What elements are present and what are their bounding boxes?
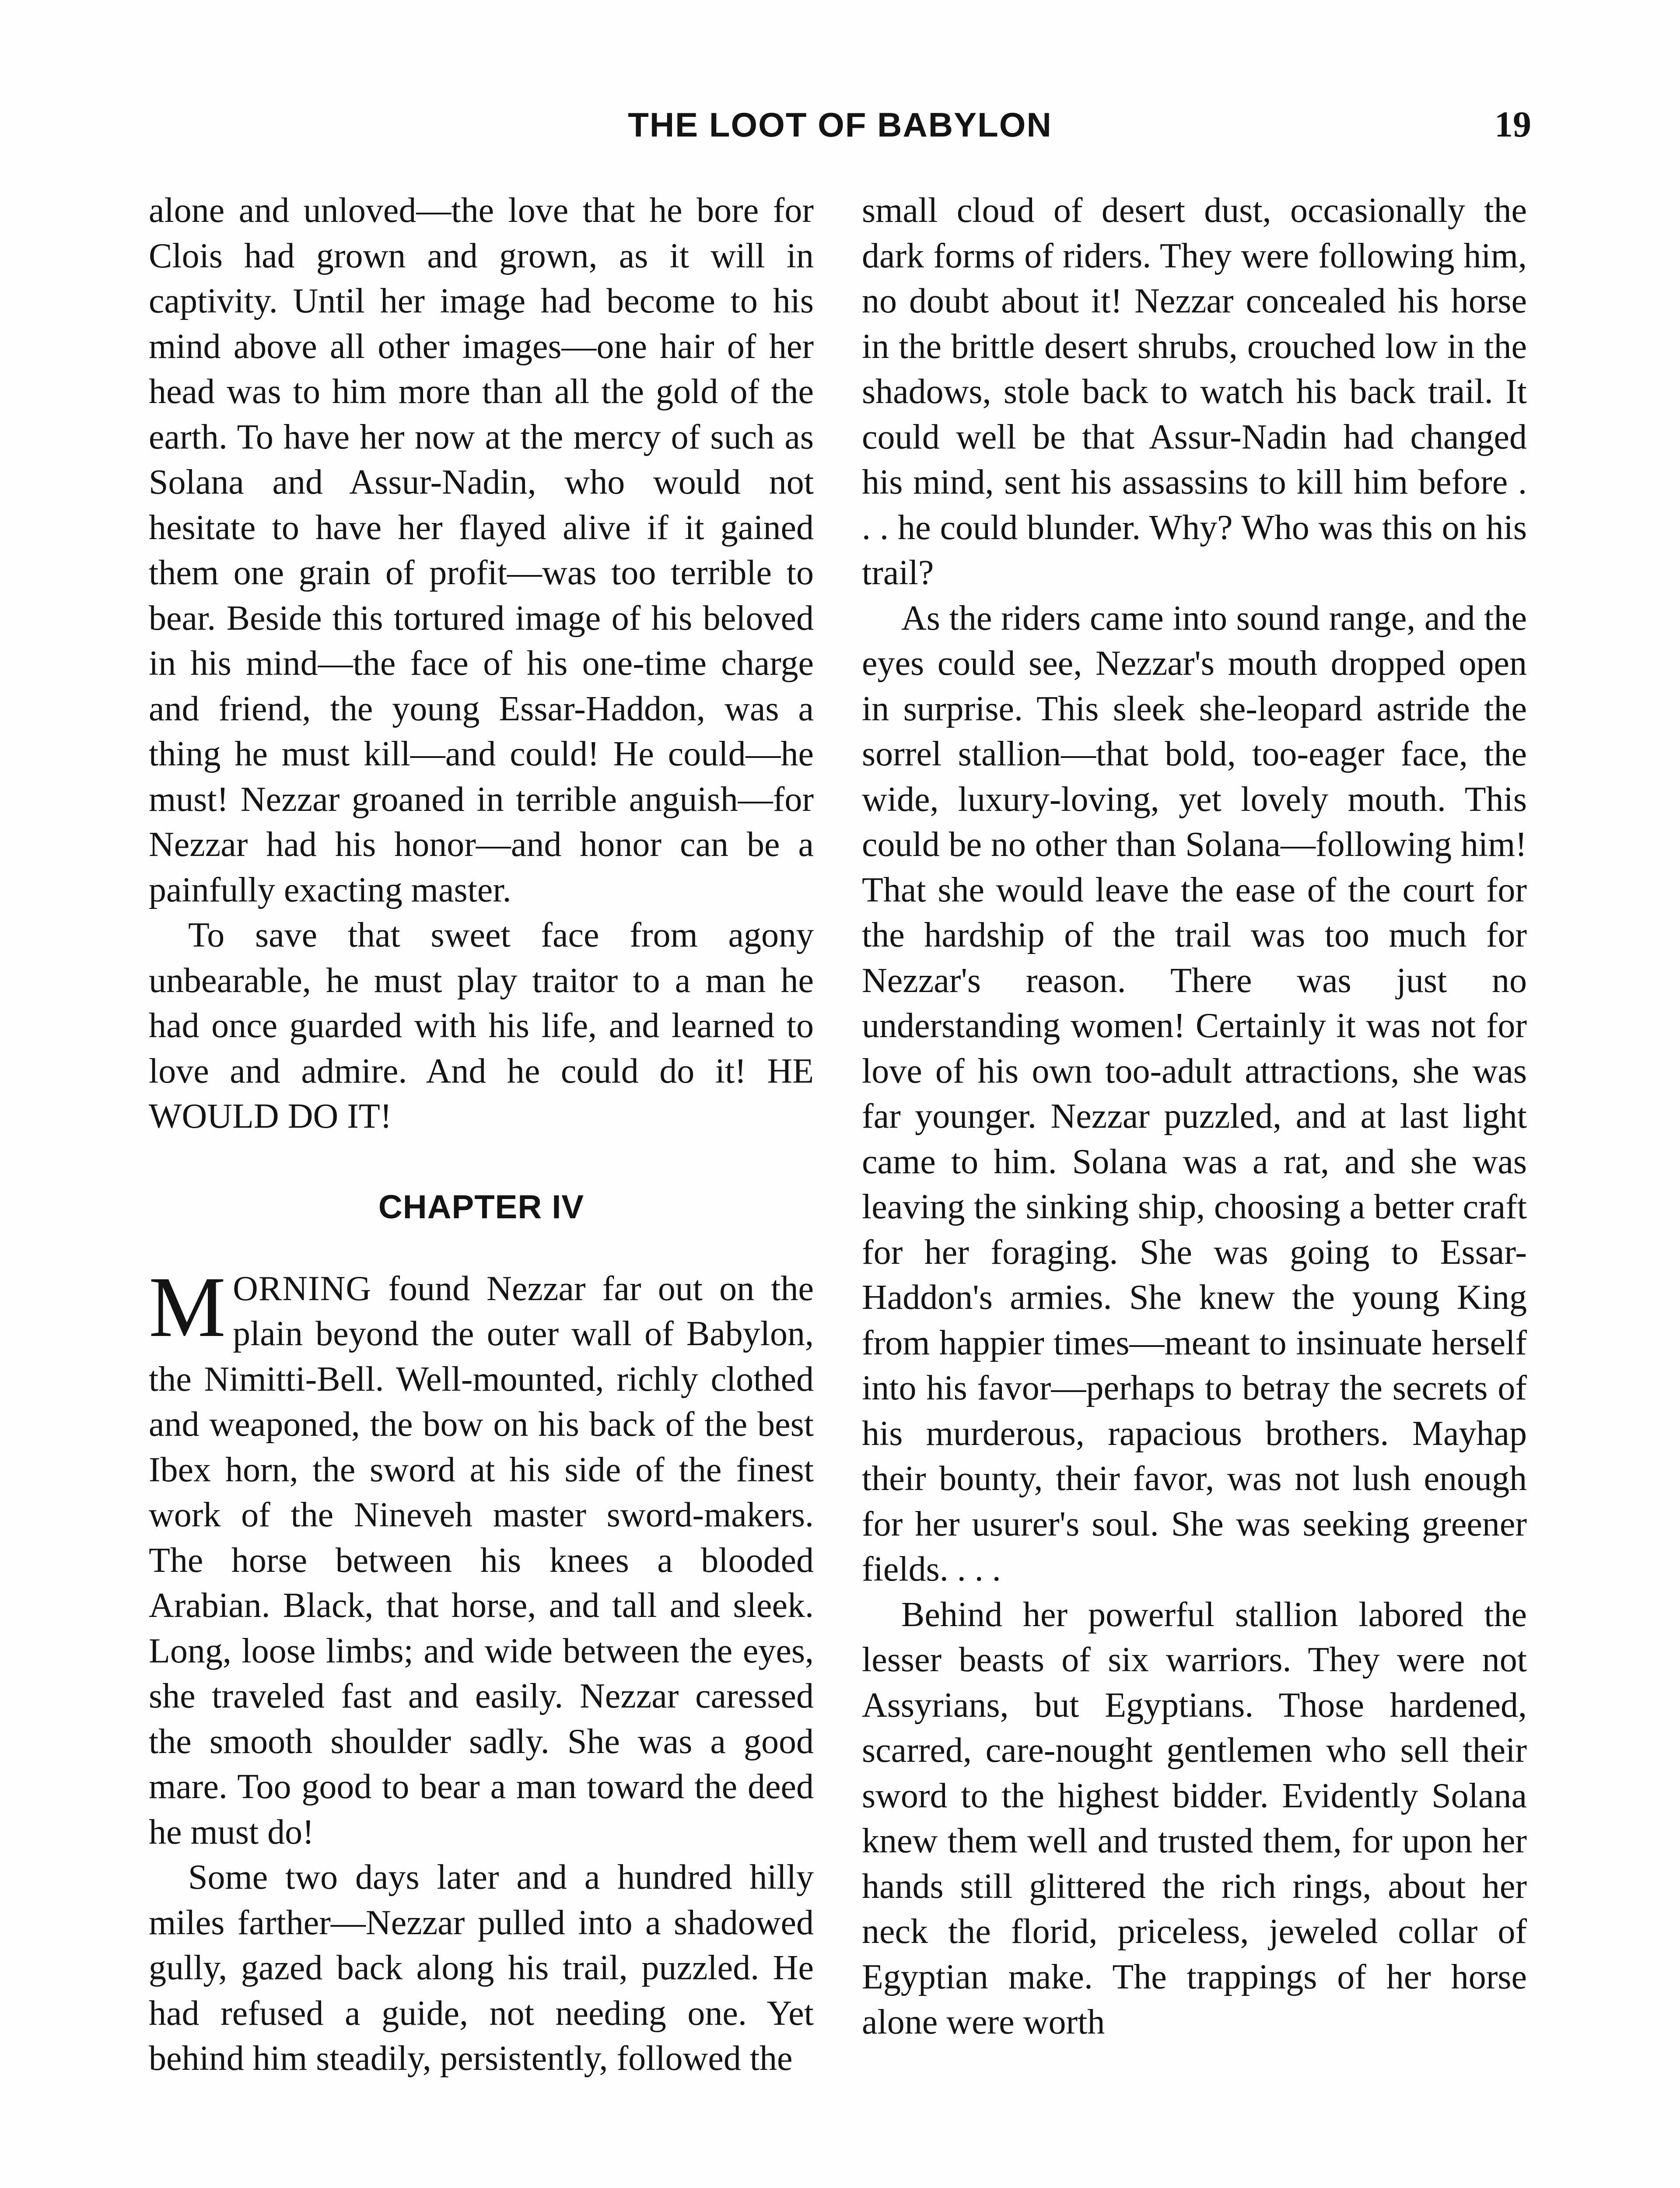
left-column <box>149 188 814 2082</box>
paragraph: small cloud of desert dust, occasionally the dark forms of riders. They were following him, no doubt about it! Nezzar concealed his horse in the brittle desert shrubs, crouched low in the shadows, stole back to watch his back trail. It could well be that Assur-Nadin had changed his mind, sent his assassins to kill him before . . . he could blunder. Why? Who was this on his trail? <box>862 191 1527 592</box>
drop-cap: M <box>149 1259 226 1355</box>
paragraph: alone and unloved—the love that he bore for Clois had grown and grown, as it will in captivity. Until her image had become to his mind above all other images—one hair of her head was to him more than all the gold of the earth. To have her now at the mercy of such as Solana and Assur-Nadin, who would not hesitate to have her flayed alive if it gained them one grain of profit—was too terrible to bear. Beside this tortured image of his beloved in his mind—the face of his one-time charge and friend, the young Essar-Haddon, was a thing he must kill—and could! He could—he must! Nezzar groaned in terrible anguish—for Nezzar had his honor—and honor can be a painfully exacting master. <box>149 191 814 909</box>
right-column <box>862 188 1527 2045</box>
lead-word: ORNING <box>233 1269 372 1308</box>
paragraph: Behind her powerful stallion labored the lesser beasts of six warriors. They were not Assyrians, but Egyptians. Those hardened, scarred, care-nought gentlemen who sell their sword to the highest bidder. Evidently Solana knew them well and trusted them, for upon her hands still glittered the rich rings, about her neck the florid, priceless, jeweled collar of Egyptian make. The trappings of her horse alone were worth <box>862 1595 1527 2041</box>
running-head <box>149 101 1531 149</box>
paragraph: To save that sweet face from agony unbearable, he must play traitor to a man he had once guarded with his life, and learned to love and admire. And he could do it! HE WOULD DO IT! <box>149 916 814 1136</box>
running-title: THE LOOT OF BABYLON <box>628 105 1052 144</box>
page-number: 19 <box>1494 104 1531 145</box>
paragraph-text: found Nezzar far out on the plain beyond the outer wall of Babylon, the Nimitti-Bell. Well-mounted, richly clothed and weaponed, the bow on his back of the best Ibex horn, the sword at his side of the finest work of the Nineveh master sword-makers. The horse between his knees a blooded Arabian. Black, that horse, and tall and sleek. Long, loose limbs; and wide between the eyes, she traveled fast and easily. Nezzar caressed the smooth shoulder sadly. She was a good mare. Too good to bear a man toward the deed he must do! <box>149 1269 814 1851</box>
paragraph: As the riders came into sound range, and the eyes could see, Nezzar's mouth dropped open in surprise. This sleek she-leopard astride the sorrel stallion—that bold, too-eager face, the wide, luxury-loving, yet lovely mouth. This could be no other than Solana—following him! That she would leave the ease of the court for the hardship of the trail was too much for Nezzar's reason. There was just no understanding women! Certainly it was not for love of his own too-adult attractions, she was far younger. Nezzar puzzled, and at last light came to him. Solana was a rat, and she was leaving the sinking ship, choosing a better craft for her foraging. She was going to Essar-Haddon's armies. She knew the young King from happier times—meant to insinuate herself into his favor—perhaps to betray the secrets of his murderous, rapacious brothers. Mayhap their bounty, their favor, was not lush enough for her usurer's soul. She was seeking greener fields. . . . <box>862 599 1527 1588</box>
paragraph: Some two days later and a hundred hilly miles farther—Nezzar pulled into a shadowed gully, gazed back along his trail, puzzled. He had refused a guide, not needing one. Yet behind him steadily, persistently, followed the <box>149 1858 814 2078</box>
chapter-opening-paragraph <box>149 1259 814 1855</box>
chapter-heading: CHAPTER IV <box>378 1188 584 1226</box>
